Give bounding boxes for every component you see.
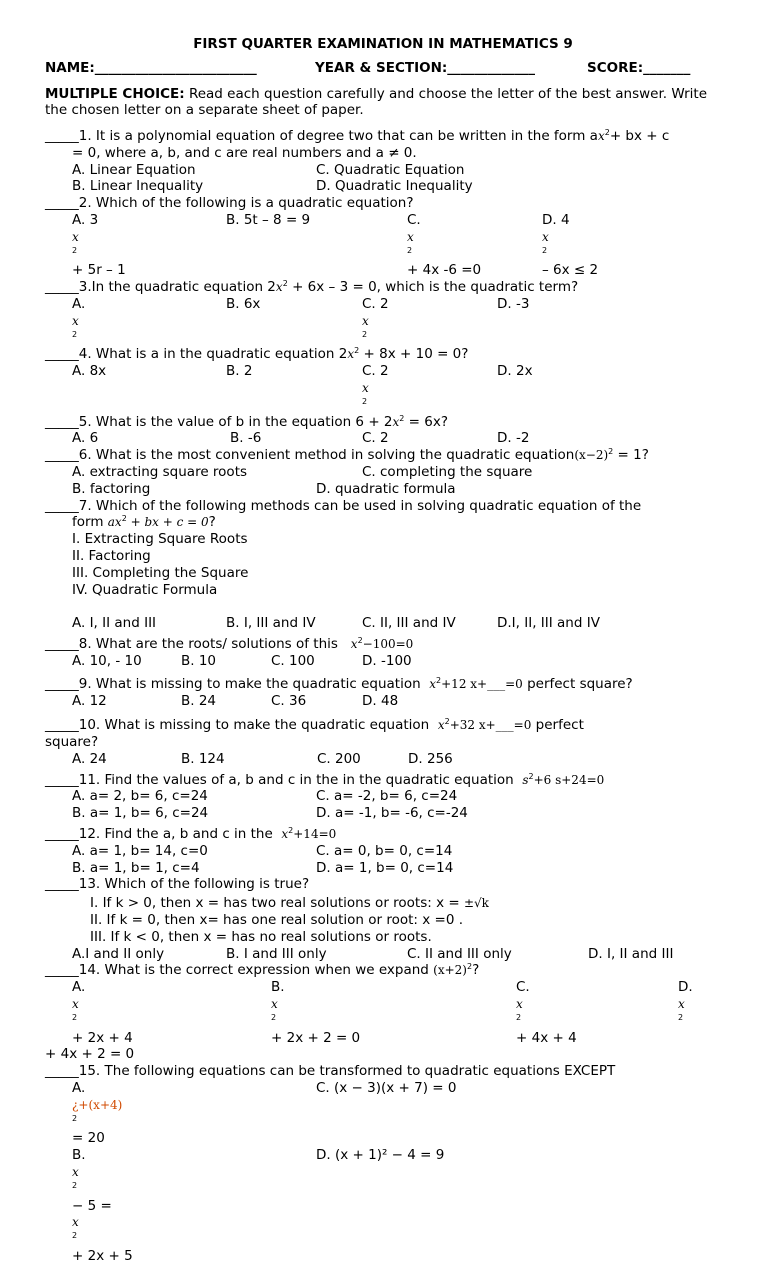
q3-choice-b: B. 6x: [226, 295, 261, 312]
q13-statement-2: II. If k = 0, then x= has one real solution or root: x =0 .: [90, 912, 464, 929]
exam-title: FIRST QUARTER EXAMINATION IN MATHEMATICS 9: [193, 36, 573, 52]
q11-choice-c: C. a= -2, b= 6, c=24: [316, 788, 458, 805]
q6-choice-b: B. factoring: [72, 480, 151, 497]
q12-choices-ac: [45, 843, 721, 860]
q1-choice-a: A. Linear Equation: [72, 161, 196, 178]
q13-choices: [45, 946, 721, 963]
q1-stem: _____1. It is a polynomial equation of degree two that can be written in the form a: [45, 128, 598, 144]
q1-choice-d: D. Quadratic Inequality: [316, 178, 473, 195]
q1-choices-ac: [45, 162, 721, 179]
q13-stem: _____13. Which of the following is true?: [45, 876, 310, 893]
question-14: [45, 962, 721, 1063]
q5-choices: [45, 430, 721, 447]
header-row: [45, 60, 721, 76]
q7-choices: [45, 615, 721, 632]
q11-choices-bd: [45, 805, 721, 822]
q15-choice-a: A. ¿+(x+4) $^2$ = 20: [72, 1080, 123, 1147]
q4-choice-a: A. 8x: [72, 363, 107, 380]
score-field: SCORE:_______: [587, 60, 691, 76]
q11-stem: _____11. Find the values of a, b and c in the in the quadratic equation $s^2+6$ s+24=0: [45, 771, 605, 788]
q5-choice-b: B. -6: [230, 430, 262, 447]
q9-stem: _____9. What is missing to make the quadratic equation $x^2+12$ x+___=0 perfect square?: [45, 675, 633, 692]
q1-choices-bd: [45, 178, 721, 195]
q10-choice-d: D. 256: [408, 750, 453, 767]
q10-choice-c: C. 200: [317, 750, 361, 767]
q3-choice-a: A. x $^2$: [72, 295, 86, 339]
q2-choice-d: D. 4 x $^2$ – 6x ≤ 2: [542, 211, 599, 279]
q4-choice-c: C. 2 x $^2$: [362, 363, 389, 406]
q12-choice-d: D. a= 1, b= 0, c=14: [316, 859, 454, 876]
question-5: [45, 414, 721, 448]
q15-choice-b: B. x $^2$ − 5 = x $^2$ + 2x + 5: [72, 1147, 133, 1264]
q8-choice-d: D. -100: [362, 652, 412, 669]
q5-choice-c: C. 2: [362, 430, 389, 447]
q13-choice-a: A.I and II only: [72, 945, 165, 962]
year-section-field: YEAR & SECTION:_____________: [315, 60, 536, 76]
q9-choice-b: B. 24: [181, 692, 217, 709]
q12-choices-bd: [45, 860, 721, 877]
q1-stem-c: = 0, where a, b, and c are real numbers and a ≠ 0.: [72, 144, 417, 161]
q13-choice-c: C. II and III only: [407, 945, 512, 962]
q11-choice-d: D. a= -1, b= -6, c=-24: [316, 805, 468, 822]
q5-stem: _____5. What is the value of b in the equation $6 + 2x^2 = 6x$?: [45, 413, 449, 430]
q8-choice-c: C. 100: [271, 652, 315, 669]
q1-choice-c: C. Quadratic Equation: [316, 161, 465, 178]
q11-choice-b: B. a= 1, b= 6, c=24: [72, 805, 209, 822]
q13-choice-d: D. I, II and III: [588, 945, 674, 962]
q7-choice-c: C. II, III and IV: [362, 615, 456, 632]
question-10: [45, 717, 721, 767]
question-4: [45, 346, 721, 413]
q14-stem: _____14. What is the correct expression when we expand $(x+2)^2$?: [45, 962, 480, 979]
question-11: [45, 772, 721, 822]
name-field: NAME:________________________: [45, 60, 257, 76]
instructions-text: Read each question carefully and choose the letter of the best answer. Write the chosen letter on a separate sheet of paper.: [45, 86, 708, 118]
q14-choice-d-cont: + 4x + 2 = 0: [45, 1046, 135, 1063]
q7-choice-a: A. I, II and III: [72, 615, 157, 632]
question-13: [45, 876, 721, 962]
q7-choice-d: D.I, II, III and IV: [497, 615, 600, 632]
q2-stem: _____2. Which of the following is a quadratic equation?: [45, 195, 414, 212]
q3-stem: _____3.In the quadratic equation $2x^2 + 6x - 3 = 0$, which is the quadratic term?: [45, 279, 579, 296]
q8-choice-a: A. 10, - 10: [72, 652, 142, 669]
q13-statement-3: III. If k < 0, then x = has no real solutions or roots.: [90, 928, 432, 945]
q14-choice-b: B. x $^2$ + 2x + 2 = 0: [271, 979, 361, 1046]
q9-choice-c: C. 36: [271, 692, 307, 709]
q6-stem: _____6. What is the most convenient method in solving the quadratic $equation(x-2)^2 = 1$?: [45, 447, 649, 464]
q14-choice-a: A. x $^2$ + 2x + 4: [72, 979, 133, 1046]
q14-choice-d: D. x $^2$: [678, 979, 693, 1022]
question-3: [45, 279, 721, 346]
q8-stem: _____8. What are the roots/ solutions of this $x^2-100=0$: [45, 636, 414, 653]
q2-choices: [45, 212, 721, 279]
question-7: [45, 498, 721, 633]
q15-stem: _____15. The following equations can be transformed to quadratic equations EXCEPT: [45, 1063, 616, 1080]
q1-choice-b: B. Linear Inequality: [72, 178, 204, 195]
q1-exp: 2: [604, 128, 610, 137]
q12-choice-b: B. a= 1, b= 1, c=4: [72, 859, 200, 876]
q12-choice-a: A. a= 1, b= 14, c=0: [72, 842, 208, 859]
q11-choice-a: A. a= 2, b= 6, c=24: [72, 788, 208, 805]
q7-choice-b: B. I, III and IV: [226, 615, 316, 632]
q1-x: x: [597, 129, 605, 143]
q14-choice-c: C. x $^2$ + 4x + 4: [516, 979, 577, 1046]
q12-choice-c: C. a= 0, b= 0, c=14: [316, 842, 453, 859]
q7-item-3: III. Completing the Square: [72, 564, 249, 581]
q15-choices-bd: [45, 1147, 721, 1265]
q14-choices: [45, 979, 721, 1046]
instructions-label: MULTIPLE CHOICE:: [45, 86, 185, 102]
instructions: [45, 86, 721, 118]
q10-stem: _____10. What is missing to make the quadratic equation $x^2+32$ x+___=0 perfect: [45, 717, 584, 734]
question-15: [45, 1063, 721, 1265]
question-9: [45, 676, 721, 710]
q2-choice-c: C. x $^2$ + 4x -6 =0: [407, 211, 482, 279]
q10-stem-b: square?: [45, 734, 99, 751]
question-8: [45, 636, 721, 670]
q15-choice-c: C. (x − 3)(x + 7) = 0: [316, 1080, 457, 1097]
q1-stem-b: + bx + c: [609, 128, 670, 144]
q3-choice-c: C. 2 x $^2$: [362, 295, 389, 339]
q4-choice-d: D. 2x: [497, 363, 533, 380]
q6-choice-a: A. extracting square roots: [72, 463, 248, 480]
question-6: [45, 447, 721, 497]
q7-item-2: II. Factoring: [72, 547, 151, 564]
q6-choices-ac: [45, 464, 721, 481]
q5-choice-a: A. 6: [72, 430, 99, 447]
q7-item-1: I. Extracting Square Roots: [72, 531, 248, 548]
q15-choices-ac: [45, 1080, 721, 1147]
q10-choice-a: A. 24: [72, 750, 107, 767]
q6-choice-d: D. quadratic formula: [316, 480, 456, 497]
q15-choice-d: D. (x + 1)² − 4 = 9: [316, 1147, 445, 1164]
q2-choice-a: A. 3 x $^2$ + 5r – 1: [72, 211, 126, 279]
question-2: [45, 195, 721, 279]
q6-choice-c: C. completing the square: [362, 463, 533, 480]
q7-item-4: IV. Quadratic Formula: [72, 581, 218, 598]
question-12: [45, 826, 721, 876]
q3-choice-d: D. -3: [497, 295, 530, 312]
q10-choices: [45, 751, 721, 768]
exam-page: [45, 36, 721, 1265]
q12-stem: _____12. Find the a, b and c in the $x^2+14=0$: [45, 826, 337, 843]
q10-choice-b: B. 124: [181, 750, 225, 767]
q3-choices: [45, 296, 721, 346]
question-1: [45, 128, 721, 195]
q7-stem: _____7. Which of the following methods can be used in solving quadratic equation of the: [45, 497, 642, 514]
q9-choices: [45, 693, 721, 710]
q6-choices-bd: [45, 481, 721, 498]
q13-statement-1: I. If k > 0, then x = has two real solutions or roots: x = ±√k: [90, 895, 489, 912]
q8-choice-b: B. 10: [181, 652, 217, 669]
q9-choice-a: A. 12: [72, 692, 107, 709]
q2-choice-b: B. 5t – 8 = 9: [226, 211, 311, 228]
q4-stem: _____4. What is a in the quadratic equation $2x^2 + 8x + 10 = 0$?: [45, 346, 469, 363]
q13-choice-b: B. I and III only: [226, 945, 327, 962]
q8-choices: [45, 653, 721, 670]
q7-stem-b: form $ax^2$ + bx + c = 0?: [72, 514, 216, 531]
q5-choice-d: D. -2: [497, 430, 530, 447]
q11-choices-ac: [45, 788, 721, 805]
q4-choice-b: B. 2: [226, 363, 253, 380]
q9-choice-d: D. 48: [362, 692, 399, 709]
q4-choices: [45, 363, 721, 413]
